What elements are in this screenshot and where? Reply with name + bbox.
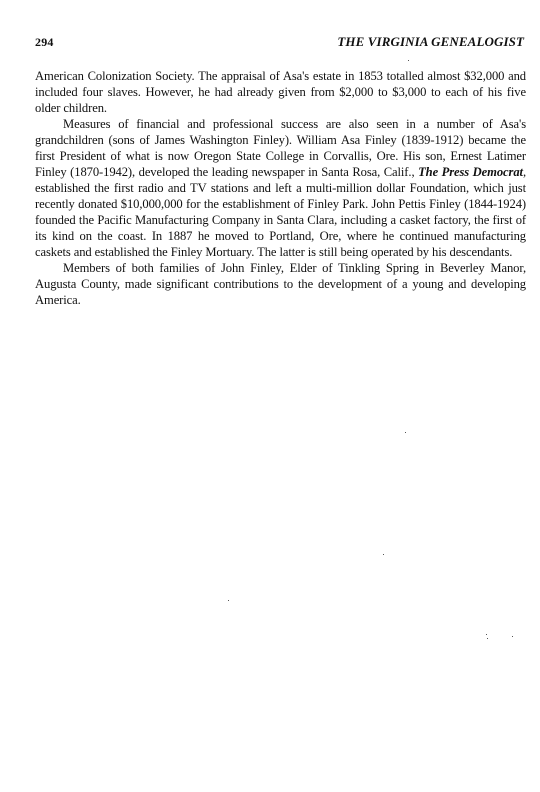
scan-speck [228, 600, 229, 601]
scan-speck [405, 432, 406, 433]
paragraph-2-text-after: , established the first radio and TV stations and left a multi-million dollar Foundation, which just recently donated $10,000,000 for the establishment of Finley Park. John Pettis Finley (1844-1924) founded the Pacific Manufacturing Company in Santa Clara, including a casket factory, the first of its kind on the coast. In 1887 he moved to Portland, Ore, where he continued manufacturing caskets and established the Finley Mortuary. The latter is still being operated by his descendants. [35, 165, 527, 259]
paragraph-1: American Colonization Society. The appraisal of Asa's estate in 1853 totalled almost $32,000 and included four slaves. However, he had already given from $2,000 to $3,000 to each of his five older children. [35, 69, 526, 115]
page-number: 294 [35, 35, 54, 49]
paragraph-2-text-before: Measures of financial and professional success are also seen in a number of Asa's grandchildren (sons of James Washington Finley). William Asa Finley (1839-1912) became the first President of what is now Oregon State College in Corvallis, Ore. His son, Ernest Latimer Finley (1870-1942), developed the leading newspaper in Santa Rosa, Calif., [35, 117, 526, 179]
scan-speck [383, 554, 384, 555]
scan-speck [486, 634, 487, 635]
scan-speck [487, 638, 488, 639]
newspaper-title: The Press Democrat [418, 165, 523, 179]
paragraph-2 [35, 116, 526, 260]
scan-speck [512, 636, 513, 637]
paragraph-3: Members of both families of John Finley, Elder of Tinkling Spring in Beverley Manor, Augusta County, made significant contributions to the development of a young and developing America. [35, 261, 526, 307]
body-text [35, 68, 526, 308]
running-header: THE VIRGINIA GENEALOGIST [337, 34, 524, 49]
scan-speck [408, 60, 409, 61]
